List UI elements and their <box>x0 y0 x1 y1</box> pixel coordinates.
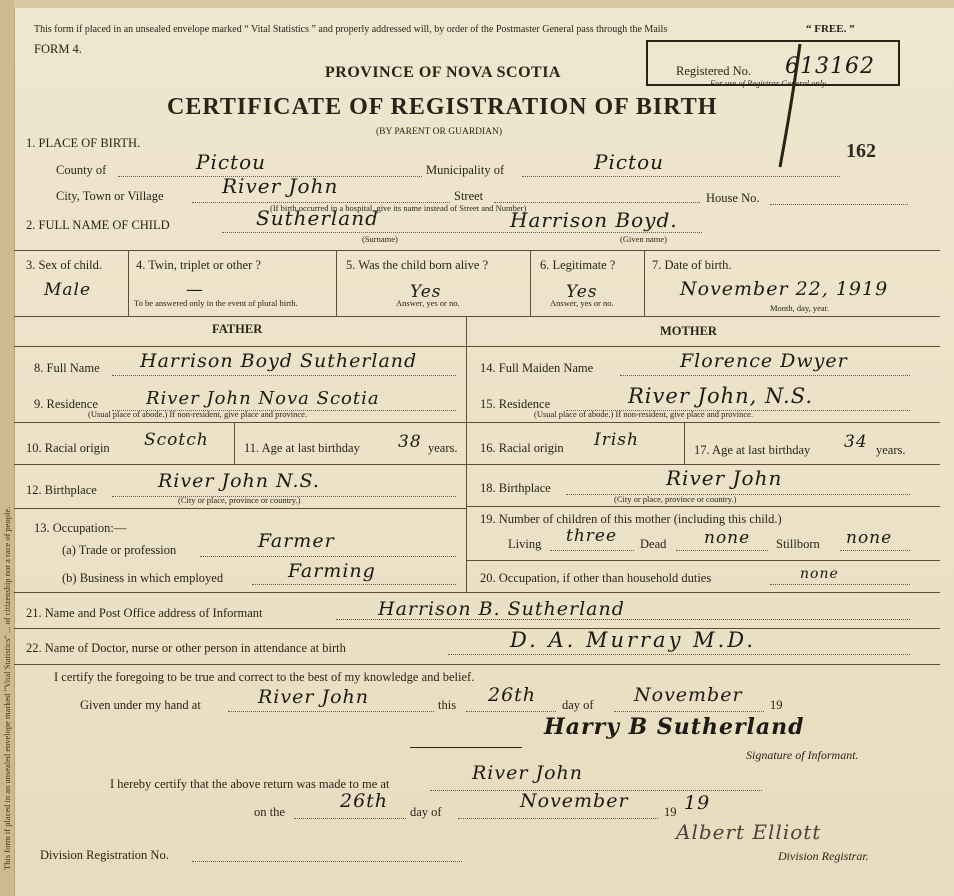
child-surname: Sutherland <box>256 206 379 230</box>
mother-residence-label: 15. Residence <box>480 397 551 411</box>
twin-value: — <box>186 280 204 300</box>
registrar-year-prefix: 19 <box>664 805 677 819</box>
municipality-value: Pictou <box>594 150 665 174</box>
mother-birthplace-label: 18. Birthplace <box>480 481 551 495</box>
certificate-title: CERTIFICATE OF REGISTRATION OF BIRTH <box>167 94 718 120</box>
registrar-place-value: River John <box>472 762 584 784</box>
alive-label: 5. Was the child born alive ? <box>346 258 489 272</box>
doctor-value: D. A. Murray M.D. <box>510 628 757 652</box>
street-note: (If birth occurred in a hospital, give its name instead of Street and Number) <box>270 203 527 213</box>
date-of-birth-value: November 22, 1919 <box>680 278 889 300</box>
business-value: Farming <box>288 560 376 582</box>
paper-edge <box>0 0 14 896</box>
sex-value: Male <box>44 280 92 300</box>
trade-value: Farmer <box>258 530 335 552</box>
business-label: (b) Business in which employed <box>62 571 224 585</box>
mother-occupation-value: none <box>800 566 839 582</box>
child-name-label: 2. FULL NAME OF CHILD <box>26 218 170 232</box>
registrar-note: For use of Registrar General only. <box>710 78 828 88</box>
occupation-label: 13. Occupation:— <box>34 521 127 535</box>
father-residence-note: (Usual place of abode.) If non-resident, give place and province. <box>88 409 308 419</box>
street-label: Street <box>454 189 484 203</box>
certify-statement: I certify the foregoing to be true and correct to the best of my knowledge and belief. <box>54 670 475 684</box>
mother-age-value: 34 <box>844 432 868 452</box>
dead-label: Dead <box>640 537 667 551</box>
registered-label: Registered No. <box>676 64 751 78</box>
mother-heading: MOTHER <box>660 324 717 338</box>
father-birthplace-label: 12. Birthplace <box>26 483 97 497</box>
given-note: (Given name) <box>620 234 667 244</box>
informant-label: 21. Name and Post Office address of Informant <box>26 606 263 620</box>
doctor-label: 22. Name of Doctor, nurse or other person in attendance at birth <box>26 641 346 655</box>
children-count-label: 19. Number of children of this mother (including this child.) <box>480 512 782 526</box>
legitimate-note: Answer, yes or no. <box>550 298 614 308</box>
province-title: PROVINCE OF NOVA SCOTIA <box>325 64 561 81</box>
mother-name-label: 14. Full Maiden Name <box>480 361 594 375</box>
form-number: FORM 4. <box>34 42 82 56</box>
informant-signature-label: Signature of Informant. <box>746 748 859 762</box>
mother-racial-value: Irish <box>594 430 639 450</box>
living-label: Living <box>508 537 542 551</box>
given-day-of: day of <box>562 698 594 712</box>
registrar-signature-label: Division Registrar. <box>778 849 869 863</box>
registrar-day-of: day of <box>410 805 442 819</box>
mother-residence-value: River John, N.S. <box>628 384 814 408</box>
division-registration-label: Division Registration No. <box>40 848 169 862</box>
registrar-year-suffix: 19 <box>684 792 711 814</box>
registrar-on-the: on the <box>254 805 285 819</box>
given-day-value: 26th <box>488 684 537 706</box>
stillborn-value: none <box>846 528 893 548</box>
father-racial-value: Scotch <box>144 430 209 450</box>
city-value: River John <box>222 174 339 198</box>
place-of-birth-label: 1. PLACE OF BIRTH. <box>26 136 141 150</box>
father-age-label: 11. Age at last birthday <box>244 441 360 455</box>
alive-value: Yes <box>410 282 442 302</box>
informant-value: Harrison B. Sutherland <box>378 598 625 620</box>
father-heading: FATHER <box>212 322 263 336</box>
mother-years: years. <box>876 443 906 457</box>
given-year-prefix: 19 <box>770 698 783 712</box>
twin-label: 4. Twin, triplet or other ? <box>136 258 261 272</box>
county-label: County of <box>56 163 107 177</box>
trade-label: (a) Trade or profession <box>62 543 177 557</box>
father-years: years. <box>428 441 458 455</box>
mail-notice: This form if placed in an unsealed envelope marked “ Vital Statistics ” and properly addressed will, by order of the Postmaster General pass through the Mails <box>34 24 668 35</box>
registrar-day-value: 26th <box>340 790 389 812</box>
city-label: City, Town or Village <box>56 189 164 203</box>
legitimate-label: 6. Legitimate ? <box>540 258 616 272</box>
alive-note: Answer, yes or no. <box>396 298 460 308</box>
informant-signature: Harry B Sutherland <box>544 714 805 740</box>
given-month-value: November <box>634 684 743 706</box>
mother-birthplace-value: River John <box>666 466 783 490</box>
county-value: Pictou <box>196 150 267 174</box>
child-given-name: Harrison Boyd. <box>510 208 678 232</box>
municipality-label: Municipality of <box>426 163 505 177</box>
father-age-value: 38 <box>398 432 422 452</box>
mother-racial-label: 16. Racial origin <box>480 441 564 455</box>
registrar-month-value: November <box>520 790 629 812</box>
mother-birthplace-note: (City or place, province or country.) <box>614 494 737 504</box>
father-racial-label: 10. Racial origin <box>26 441 110 455</box>
edge-notice: This form if placed in an unsealed envelope marked "Vital Statistics" ... of citizenship nor a race of people. <box>2 506 12 870</box>
mother-residence-note: (Usual place of abode.) If non-resident, give place and province. <box>534 409 754 419</box>
father-name-value: Harrison Boyd Sutherland <box>140 350 418 372</box>
mother-occupation-label: 20. Occupation, if other than household duties <box>480 571 712 585</box>
surname-note: (Surname) <box>362 234 398 244</box>
registrar-statement: I hereby certify that the above return was made to me at <box>110 777 390 791</box>
certificate-subtitle: (BY PARENT OR GUARDIAN) <box>376 127 503 137</box>
mother-name-value: Florence Dwyer <box>680 350 848 372</box>
mother-age-label: 17. Age at last birthday <box>694 443 811 457</box>
father-birthplace-value: River John N.S. <box>158 470 320 492</box>
given-label: Given under my hand at <box>80 698 201 712</box>
twin-note: To be answered only in the event of plural birth. <box>134 298 298 308</box>
living-value: three <box>566 526 618 546</box>
father-residence-value: River John Nova Scotia <box>146 388 380 409</box>
date-note: Month, day, year. <box>770 303 830 313</box>
given-place-value: River John <box>258 686 370 708</box>
registered-value: 613162 <box>785 54 875 79</box>
stillborn-label: Stillborn <box>776 537 820 551</box>
registrar-signature: Albert Elliott <box>676 820 822 844</box>
stamp-number: 162 <box>846 140 876 162</box>
pen-stroke <box>770 42 810 172</box>
father-name-label: 8. Full Name <box>34 361 100 375</box>
given-this: this <box>438 698 457 712</box>
dead-value: none <box>704 528 751 548</box>
date-of-birth-label: 7. Date of birth. <box>652 258 732 272</box>
father-residence-label: 9. Residence <box>34 397 98 411</box>
father-birthplace-note: (City or place, province or country.) <box>178 495 301 505</box>
house-label: House No. <box>706 191 760 205</box>
legitimate-value: Yes <box>566 282 598 302</box>
sex-label: 3. Sex of child. <box>26 258 103 272</box>
free-label: “ FREE. ” <box>806 23 855 35</box>
